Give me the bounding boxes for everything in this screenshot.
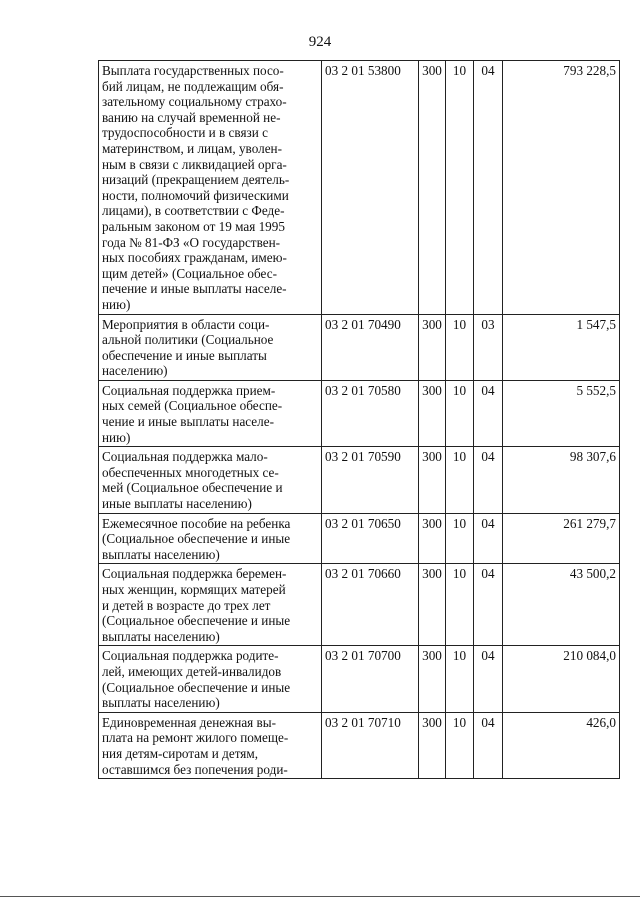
amount-cell: 1 547,5 — [503, 314, 620, 380]
expense-name-line: Выплата государственных посо- — [102, 63, 284, 78]
expense-name-line: и детей в возрасте до трех лет — [102, 597, 271, 613]
expense-name-line: (Социальное обеспечение и иные — [102, 679, 291, 695]
expense-type-cell: 300 — [419, 61, 446, 315]
expense-name-line: плата на ремонт жилого помеще- — [102, 730, 289, 746]
expense-name-line: бий лицам, не подлежащим обя- — [102, 78, 284, 94]
expense-name-line: ности, полномочий физическими — [102, 187, 289, 203]
expense-name-line: Социальная поддержка беремен- — [102, 566, 287, 582]
target-article-code-cell: 03 2 01 70710 — [322, 712, 419, 778]
expense-name-cell — [99, 380, 322, 446]
expense-type-cell: 300 — [419, 646, 446, 712]
expense-type-cell: 300 — [419, 564, 446, 646]
expense-name-line: нию) — [102, 429, 131, 445]
table-body — [99, 61, 620, 779]
expense-name-line: печение и иные выплаты населе- — [102, 281, 287, 297]
amount-cell: 43 500,2 — [503, 564, 620, 646]
expense-type-cell: 300 — [419, 513, 446, 564]
section-cell: 10 — [446, 712, 474, 778]
expense-name-cell — [99, 61, 322, 315]
target-article-code-cell: 03 2 01 70590 — [322, 447, 419, 513]
subsection-cell: 04 — [474, 380, 503, 446]
expense-name-line: альной политики (Социальное — [102, 332, 274, 348]
expense-type-cell: 300 — [419, 712, 446, 778]
expense-name-cell — [99, 646, 322, 712]
target-article-code-cell: 03 2 01 70650 — [322, 513, 419, 564]
expense-name-line: Мероприятия в области соци- — [102, 316, 270, 332]
table-row — [99, 646, 620, 712]
table-row — [99, 314, 620, 380]
expense-name-line: ванию на случай временной не- — [102, 109, 281, 125]
expense-name-line: щим детей» (Социальное обес- — [102, 265, 277, 281]
expense-name-cell — [99, 447, 322, 513]
expense-name-line: выплаты населению) — [102, 628, 220, 644]
table-row — [99, 564, 620, 646]
section-cell: 10 — [446, 513, 474, 564]
amount-cell: 261 279,7 — [503, 513, 620, 564]
expense-name-line: обеспеченных многодетных се- — [102, 464, 279, 480]
expense-name-line: материнством, и лицам, уволен- — [102, 140, 283, 156]
target-article-code-cell: 03 2 01 70580 — [322, 380, 419, 446]
expense-name-line: ных семей (Социальное обеспе- — [102, 398, 283, 414]
subsection-cell: 04 — [474, 646, 503, 712]
amount-cell: 793 228,5 — [503, 61, 620, 315]
subsection-cell: 04 — [474, 61, 503, 315]
expense-type-cell: 300 — [419, 447, 446, 513]
table-row — [99, 447, 620, 513]
amount-cell: 98 307,6 — [503, 447, 620, 513]
subsection-cell: 03 — [474, 314, 503, 380]
expense-name-line: (Социальное обеспечение и иные — [102, 613, 291, 629]
expense-name-line: оставшимся без попечения роди- — [102, 761, 288, 777]
expense-name-cell — [99, 712, 322, 778]
expense-name-line: Единовременная денежная вы- — [102, 714, 277, 730]
expense-name-line: нию) — [102, 296, 131, 312]
expense-name-line: трудоспособности и в связи с — [102, 125, 268, 141]
expense-name-line: Ежемесячное пособие на ребенка — [102, 515, 291, 531]
expense-name-cell — [99, 564, 322, 646]
subsection-cell: 04 — [474, 447, 503, 513]
section-cell: 10 — [446, 380, 474, 446]
page-bottom-rule — [0, 896, 640, 897]
page-number: 924 — [308, 34, 332, 50]
expense-name-line: года № 81-ФЗ «О государствен- — [102, 234, 281, 250]
expense-name-line: мей (Социальное обеспечение и — [102, 480, 283, 496]
expense-name-line: (Социальное обеспечение и иные — [102, 531, 291, 547]
subsection-cell: 04 — [474, 564, 503, 646]
expense-name-line: иные выплаты населению) — [102, 496, 252, 512]
target-article-code-cell: 03 2 01 70700 — [322, 646, 419, 712]
table-row — [99, 380, 620, 446]
expense-name-line: низаций (прекращением деятель- — [102, 172, 290, 188]
expense-name-line: ния детям-сиротам и детям, — [102, 745, 258, 761]
target-article-code-cell: 03 2 01 70490 — [322, 314, 419, 380]
table-row — [99, 712, 620, 778]
expense-name-cell — [99, 513, 322, 564]
expense-type-cell: 300 — [419, 314, 446, 380]
table-row — [99, 61, 620, 315]
expense-name-line: лицами), в соответствии с Феде- — [102, 203, 285, 219]
target-article-code-cell: 03 2 01 70660 — [322, 564, 419, 646]
expense-name-line: лей, имеющих детей-инвалидов — [102, 663, 282, 679]
expense-name-line: зательному социальному страхо- — [102, 94, 287, 110]
section-cell: 10 — [446, 564, 474, 646]
amount-cell: 5 552,5 — [503, 380, 620, 446]
expense-name-line: ных пособиях гражданам, имею- — [102, 250, 287, 266]
expense-name-line: населению) — [102, 363, 168, 379]
table-row — [99, 513, 620, 564]
expense-name-line: ных женщин, кормящих матерей — [102, 582, 286, 597]
budget-table — [98, 60, 620, 779]
section-cell: 10 — [446, 447, 474, 513]
expense-name-line: чение и иные выплаты населе- — [102, 414, 274, 430]
section-cell: 10 — [446, 646, 474, 712]
target-article-code-cell: 03 2 01 53800 — [322, 61, 419, 315]
expense-name-line: выплаты населению) — [102, 695, 220, 711]
section-cell: 10 — [446, 61, 474, 315]
expense-name-line: ным в связи с ликвидацией орга- — [102, 156, 287, 172]
expense-name-line: Социальная поддержка мало- — [102, 449, 268, 465]
expense-name-cell — [99, 314, 322, 380]
expense-type-cell: 300 — [419, 380, 446, 446]
subsection-cell: 04 — [474, 513, 503, 564]
expense-name-line: Социальная поддержка прием- — [102, 382, 276, 398]
expense-name-line: ральным законом от 19 мая 1995 — [102, 218, 285, 234]
subsection-cell: 04 — [474, 712, 503, 778]
section-cell: 10 — [446, 314, 474, 380]
expense-name-line: Социальная поддержка родите- — [102, 648, 279, 664]
expense-name-line: обеспечение и иные выплаты — [102, 347, 267, 363]
expense-name-line: выплаты населению) — [102, 546, 220, 562]
amount-cell: 210 084,0 — [503, 646, 620, 712]
amount-cell: 426,0 — [503, 712, 620, 778]
